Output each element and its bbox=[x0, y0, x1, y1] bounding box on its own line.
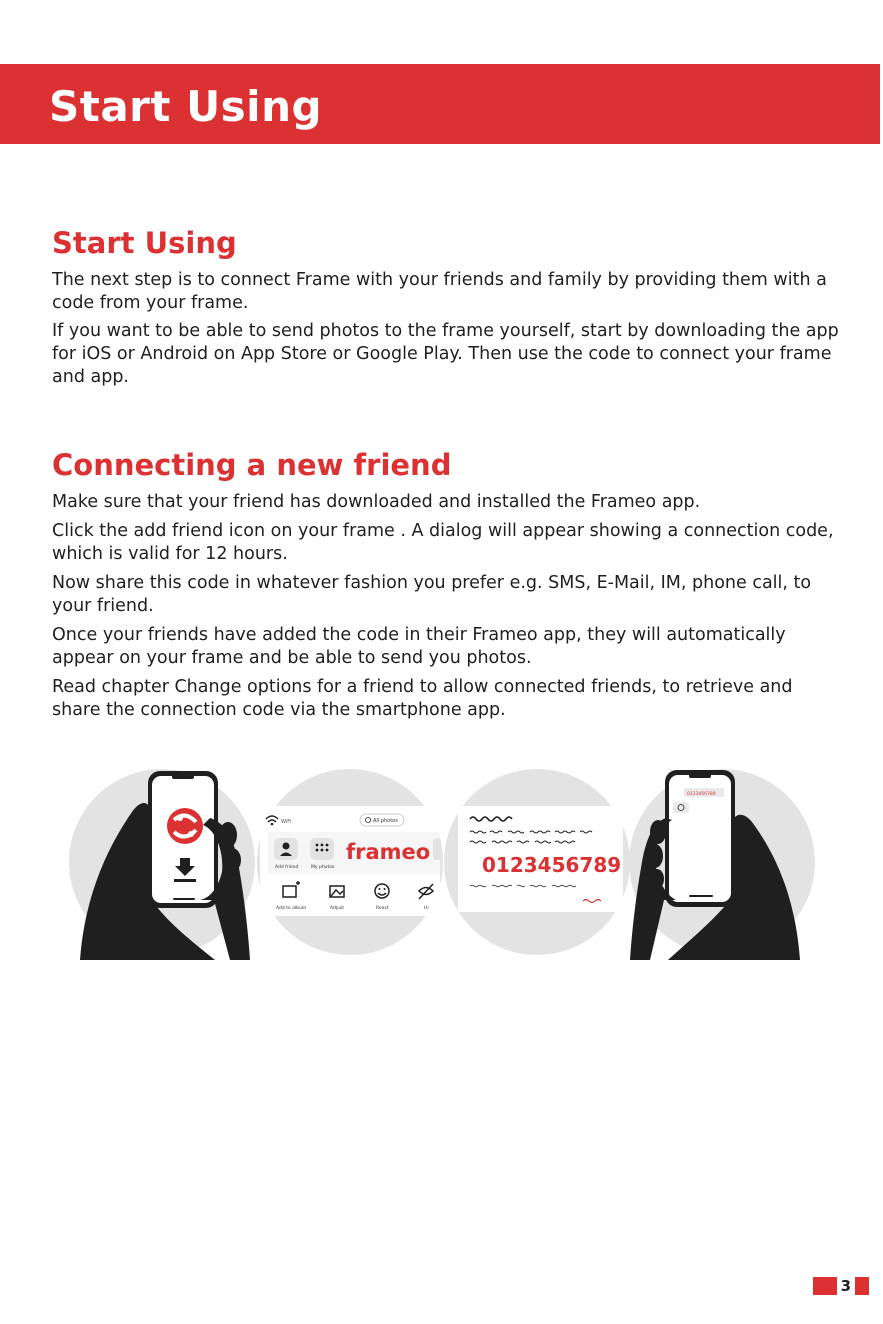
section-start-using bbox=[52, 226, 842, 389]
svg-text:Add to album: Add to album bbox=[276, 906, 307, 911]
paragraph: If you want to be able to send photos to the frame yourself, start by downloading the app for iOS or Android on App Store or Google Play. Then use the code to connect your frame and app. bbox=[52, 321, 839, 387]
frameo-wordmark: frameo bbox=[346, 840, 431, 864]
connection-steps-illustration bbox=[0, 760, 883, 960]
paragraph: Make sure that your friend has downloaded and installed the Frameo app. bbox=[52, 492, 701, 512]
title-banner bbox=[0, 64, 880, 144]
paragraph: Once your friends have added the code in their Frameo app, they will automatically appear on your frame and be able to send you photos. bbox=[52, 625, 786, 668]
paragraph: Read chapter Change options for a friend to allow connected friends, to retrieve and share the connection code via the smartphone app. bbox=[52, 677, 793, 720]
section-heading: Connecting a new friend bbox=[52, 448, 452, 482]
frameo-logo-icon bbox=[167, 808, 203, 844]
step3-code-dialog bbox=[458, 806, 623, 912]
svg-text:My photos: My photos bbox=[311, 865, 335, 870]
message-chip: 0123456789 bbox=[687, 792, 716, 797]
page-number-text: 3 bbox=[840, 1277, 851, 1295]
page-number bbox=[813, 1276, 869, 1296]
svg-text:Hi: Hi bbox=[424, 906, 429, 911]
paragraph: Click the add friend icon on your frame . A dialog will appear showing a connection code, which is valid for 12 hours. bbox=[52, 521, 834, 564]
connection-code: 0123456789 bbox=[482, 853, 622, 877]
paragraph: The next step is to connect Frame with your friends and family by providing them with a code from your frame. bbox=[52, 270, 827, 313]
banner-title: Start Using bbox=[49, 82, 323, 131]
section-heading: Start Using bbox=[52, 226, 237, 260]
page-number-bar bbox=[855, 1277, 869, 1295]
paragraph: Now share this code in whatever fashion you prefer e.g. SMS, E-Mail, IM, phone call, to your friend. bbox=[52, 573, 812, 616]
step2-frame-ui bbox=[260, 806, 441, 916]
wifi-label: WiFi bbox=[281, 819, 292, 825]
svg-text:Add friend: Add friend bbox=[275, 865, 299, 870]
svg-text:React: React bbox=[376, 906, 389, 911]
section-connecting-friend bbox=[52, 448, 842, 722]
add-friend-icon bbox=[283, 843, 290, 850]
all-photos-label: All photos bbox=[373, 818, 398, 824]
svg-text:Adjust: Adjust bbox=[330, 906, 345, 911]
page-number-bar bbox=[813, 1277, 837, 1295]
